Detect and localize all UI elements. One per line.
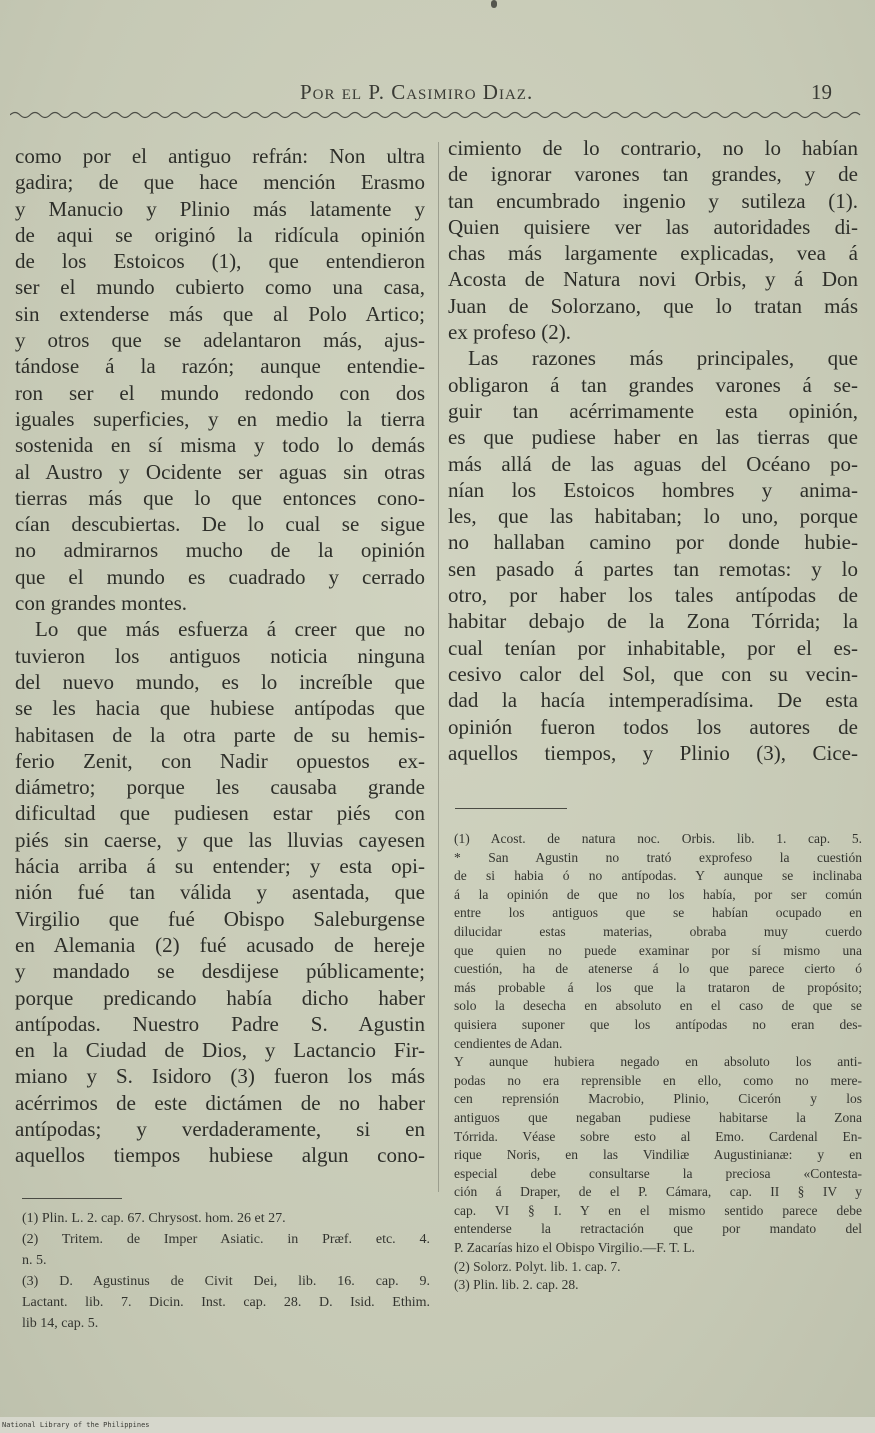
footnote-rule-left xyxy=(22,1198,122,1199)
footnote-line: rique Noris, en las Vindiliæ Augustinianæ: y en xyxy=(454,1147,862,1163)
text-line: de los Estoicos (1), que entendieron xyxy=(15,249,425,274)
text-line: de ignorar varones tan grandes, y de xyxy=(448,162,858,187)
text-line: al Austro y Ocidente ser aguas sin otras xyxy=(15,459,425,484)
footnotes-left xyxy=(22,1208,430,1334)
footnote-line: Lactant. lib. 7. Dicin. Inst. cap. 28. D. Isid. Ethim. xyxy=(22,1295,430,1310)
text-line: diámetro; porque les causaba grande xyxy=(15,775,425,800)
text-line: dificultad que pudiesen estar piés con xyxy=(15,801,425,826)
footnote-line: (3) Plin. lib. 2. cap. 28. xyxy=(454,1277,579,1293)
text-line: y otros que se adelantaron más, ajus- xyxy=(15,328,425,353)
text-line: ser el mundo cubierto como una casa, xyxy=(15,275,425,300)
text-line: Virgilio que fué Obispo Saleburgense xyxy=(15,906,425,931)
footnote-line: P. Zacarías hizo el Obispo Virgilio.—F. T. L. xyxy=(454,1240,695,1256)
text-line: guir tan acérrimamente esta opinión, xyxy=(448,398,858,423)
footnote-line: Tórrida. Véase sobre esto al Emo. Cardenal En- xyxy=(454,1128,862,1144)
footnote-line: antiguos que negaban pudiese habitarse la Zona xyxy=(454,1109,862,1125)
footnote-line: quisiera suponer que los antípodas no eran des- xyxy=(454,1016,862,1032)
text-line: Acosta de Natura novi Orbis, y á Don xyxy=(448,267,858,292)
text-line: y Manucio y Plinio más latamente y xyxy=(15,196,425,221)
footnote-line: solo la desecha en absoluto en el caso de que se xyxy=(454,998,862,1014)
running-title: Por el P. Casimiro Diaz. xyxy=(300,80,534,104)
footnote-line: * San Agustin no trató exprofeso la cuestión xyxy=(454,849,862,865)
footnotes-right xyxy=(454,830,862,1295)
text-line: como por el antiguo refrán: Non ultra xyxy=(15,144,425,168)
footnote-line: (1) Plin. L. 2. cap. 67. Chrysost. hom. 26 et 27. xyxy=(22,1211,286,1226)
paragraph-start-line: Lo que más esfuerza á creer que no xyxy=(35,617,425,642)
text-line: cimiento de lo contrario, no lo habían xyxy=(448,136,858,160)
text-line: aquellos tiempos hubiese algun cono- xyxy=(15,1143,425,1168)
text-line: habitasen de la otra parte de su hemis- xyxy=(15,722,425,747)
text-line: Quien quisiere ver las autoridades di- xyxy=(448,214,858,239)
text-line: cían descubiertas. De lo cual se sigue xyxy=(15,512,425,537)
left-column xyxy=(15,143,425,1169)
text-line: antípodas; y verdaderamente, si en xyxy=(15,1116,425,1141)
footnote-line: que quien no puede examinar por sí mismo una xyxy=(454,942,862,958)
text-line: Juan de Solorzano, que lo tratan más xyxy=(448,293,858,318)
text-line: es que pudiese haber en las tierras que xyxy=(448,425,858,450)
text-line: en la Ciudad de Dios, y Lactancio Fir- xyxy=(15,1038,425,1063)
footnote-line: dilucidar estas materias, obraba muy cuerdo xyxy=(454,923,862,939)
text-line: no admirarnos mucho de la opinión xyxy=(15,538,425,563)
text-line: no hallaban camino por donde hubie- xyxy=(448,530,858,555)
text-line: iguales superficies, y en medio la tierra xyxy=(15,406,425,431)
footnote-line: Y aunque hubiera negado en absoluto los anti- xyxy=(454,1054,862,1070)
footnote-line: lib 14, cap. 5. xyxy=(22,1316,99,1331)
text-line: del nuevo mundo, es lo increíble que xyxy=(15,669,425,694)
paragraph-start-line: Las razones más principales, que xyxy=(468,346,858,371)
page-number: 19 xyxy=(811,80,832,104)
footnote-line: cap. VI § I. Y en el mismo sentido parece debe xyxy=(454,1202,862,1218)
ink-speck xyxy=(491,0,497,8)
decorative-wavy-rule xyxy=(10,108,865,122)
footnote-line: de si habia ó no antípodas. Y aunque se inclinaba xyxy=(454,868,862,884)
text-line: tierras más que lo que entonces cono- xyxy=(15,485,425,510)
footnote-line: ción á Draper, de el P. Cámara, cap. II § IV y xyxy=(454,1184,862,1200)
footnote-line: más probable á los que la trataron de propósito; xyxy=(454,979,862,995)
text-line: con grandes montes. xyxy=(15,591,188,616)
text-line: ron ser el mundo redondo con dos xyxy=(15,380,425,405)
text-line: gadira; de que hace mención Erasmo xyxy=(15,170,425,195)
text-line: sin extenderse más que al Polo Artico; xyxy=(15,301,425,326)
text-line: les, que las habitaban; lo uno, porque xyxy=(448,504,858,529)
footnote-line: (2) Solorz. Polyt. lib. 1. cap. 7. xyxy=(454,1258,621,1274)
text-line: ex profeso (2). xyxy=(448,320,572,345)
text-line: tan encumbrado ingenio y sutileza (1). xyxy=(448,188,858,213)
text-line: piés sin caerse, y que las lluvias cayesen xyxy=(15,827,425,852)
text-line: aquellos tiempos, y Plinio (3), Cice- xyxy=(448,740,858,765)
text-line: opinión fueron todos los autores de xyxy=(448,714,858,739)
text-line: ferio Zenit, con Nadir opuestos ex- xyxy=(15,748,425,773)
footnote-line: especial debe consultarse la preciosa «Contesta- xyxy=(454,1165,862,1181)
text-line: acérrimos de este dictámen de no haber xyxy=(15,1090,425,1115)
text-line: en Alemania (2) fué acusado de hereje xyxy=(15,932,425,957)
footnote-line: n. 5. xyxy=(22,1253,47,1268)
footnote-line: á la opinión de que no los había, por ser común xyxy=(454,886,862,902)
text-line: porque predicando había dicho haber xyxy=(15,985,425,1010)
footnote-line: entre los antiguos que se habían ocupado en xyxy=(454,905,862,921)
footnote-line: cen reprensión Macrobio, Plinio, Cicerón y los xyxy=(454,1091,862,1107)
text-line: que el mundo es cuadrado y cerrado xyxy=(15,564,425,589)
text-line: sostenida en sí misma y todo lo demás xyxy=(15,433,425,458)
text-line: más allá de las aguas del Océano po- xyxy=(448,451,858,476)
footnote-line: cuestión, ha de atenerse á lo que parece cierto ó xyxy=(454,961,862,977)
text-line: tándose á la razón; aunque entendie- xyxy=(15,354,425,379)
text-line: otro, por haber los tales antípodas de xyxy=(448,583,858,608)
text-line: de aqui se originó la ridícula opinión xyxy=(15,222,425,247)
text-line: habitar debajo de la Zona Tórrida; la xyxy=(448,609,858,634)
text-line: nían los Estoicos hombres y anima- xyxy=(448,477,858,502)
text-line: se les hacia que hubiese antípodas que xyxy=(15,696,425,721)
running-header xyxy=(0,80,875,110)
footnote-line: entenderse la retractación que por mandato del xyxy=(454,1221,862,1237)
column-divider xyxy=(438,142,439,1192)
footnote-rule-right xyxy=(455,808,567,809)
text-line: hácia arriba á su entender; y esta opi- xyxy=(15,854,425,879)
text-line: tuvieron los antiguos noticia ninguna xyxy=(15,643,425,668)
text-line: chas más largamente explicadas, vea á xyxy=(448,241,858,266)
text-line: nión fué tan válida y asentada, que xyxy=(15,880,425,905)
footnote-line: (1) Acost. de natura noc. Orbis. lib. 1. cap. 5. xyxy=(454,831,862,846)
footnote-line: (3) D. Agustinus de Civit Dei, lib. 16. cap. 9. xyxy=(22,1274,430,1289)
right-column xyxy=(448,135,858,766)
text-line: dad la hacía intemperadísima. De esta xyxy=(448,688,858,713)
text-line: y mandado se desdijese públicamente; xyxy=(15,959,425,984)
text-line: cesivo calor del Sol, que con su vecin- xyxy=(448,661,858,686)
text-line: miano y S. Isidoro (3) fueron los más xyxy=(15,1064,425,1089)
text-line: sen pasado á partes tan remotas: y lo xyxy=(448,556,858,581)
text-line: cual tenían por inhabitable, por el es- xyxy=(448,635,858,660)
footnote-line: (2) Tritem. de Imper Asiatic. in Præf. etc. 4. xyxy=(22,1232,430,1247)
library-credit: National Library of the Philippines xyxy=(2,1421,150,1429)
footnote-line: podas no era reprensible en ello, como no mere- xyxy=(454,1072,862,1088)
text-line: obligaron á tan grandes varones á se- xyxy=(448,372,858,397)
text-line: antípodas. Nuestro Padre S. Agustin xyxy=(15,1011,425,1036)
footnote-line: cendientes de Adan. xyxy=(454,1035,563,1051)
